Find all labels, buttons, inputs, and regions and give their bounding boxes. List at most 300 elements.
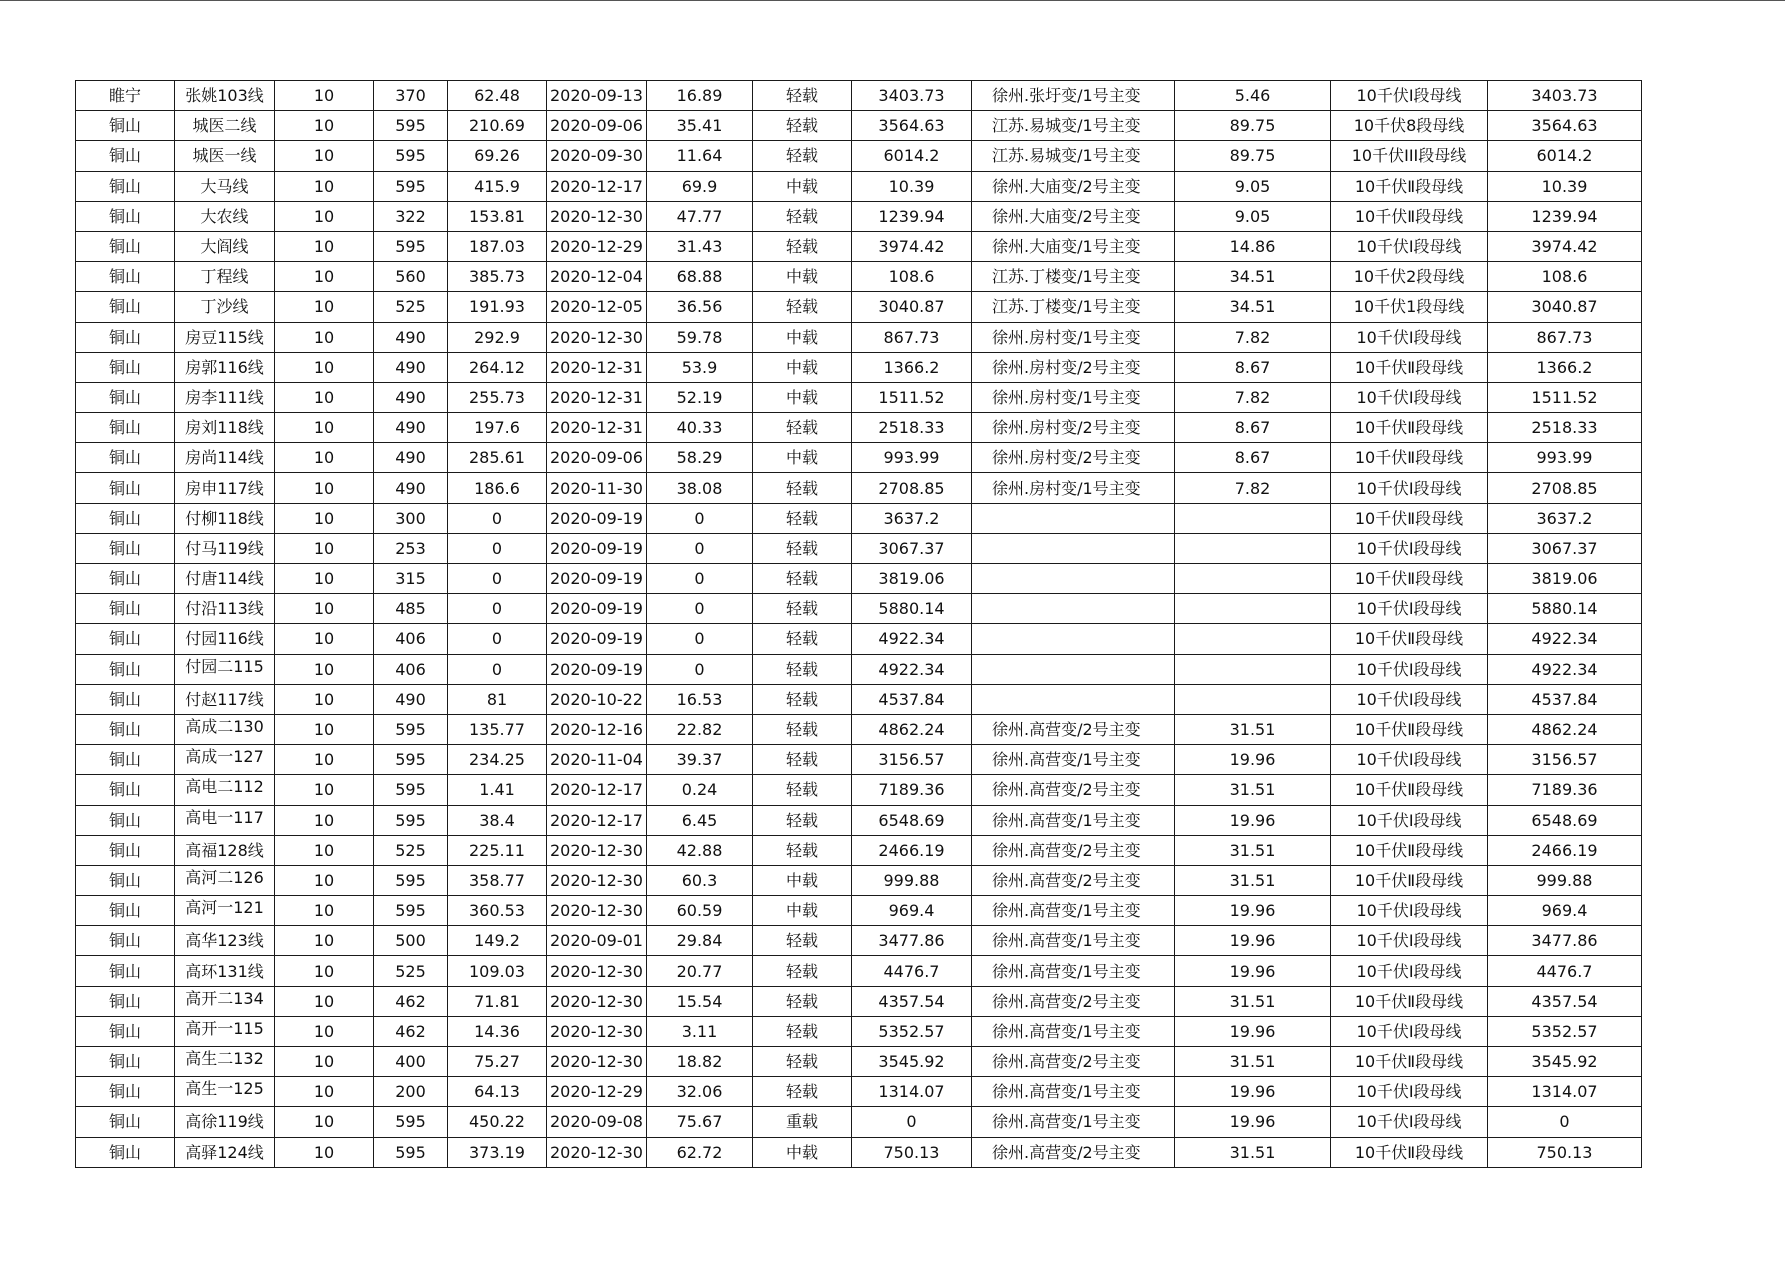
- page-top-border: [0, 0, 1785, 1]
- cell-available-capacity: 999.88: [852, 865, 972, 895]
- cell-rated-capacity: 595: [374, 896, 448, 926]
- cell-max-date: 2020-09-19: [547, 503, 647, 533]
- cell-area: 铜山: [76, 322, 175, 352]
- cell-transformer-load-rate: [1175, 654, 1331, 684]
- cell-max-current: 64.13: [448, 1077, 547, 1107]
- cell-available-capacity: 3156.57: [852, 745, 972, 775]
- cell-max-date: 2020-09-06: [547, 111, 647, 141]
- cell-rated-capacity: 490: [374, 322, 448, 352]
- cell-load-rate: 0: [647, 533, 753, 563]
- cell-bus-available-capacity: 7189.36: [1488, 775, 1642, 805]
- cell-voltage-kv: 10: [275, 594, 374, 624]
- cell-area: 铜山: [76, 564, 175, 594]
- cell-line-name: 高开二134: [175, 986, 275, 1016]
- cell-max-current: 75.27: [448, 1047, 547, 1077]
- cell-transformer-load-rate: 31.51: [1175, 986, 1331, 1016]
- table-row: [76, 835, 1642, 865]
- cell-area: 铜山: [76, 382, 175, 412]
- cell-line-name: 高河一121: [175, 896, 275, 926]
- cell-line-name: 高生二132: [175, 1047, 275, 1077]
- table-row: [76, 624, 1642, 654]
- cell-rated-capacity: 485: [374, 594, 448, 624]
- cell-transformer-load-rate: [1175, 564, 1331, 594]
- cell-bus-section: 10千伏Ⅱ段母线: [1331, 865, 1488, 895]
- cell-bus-available-capacity: 993.99: [1488, 443, 1642, 473]
- cell-line-name: 付园二115: [175, 654, 275, 684]
- cell-max-date: 2020-12-30: [547, 896, 647, 926]
- cell-substation-transformer: 徐州.高营变/2号主变: [972, 1047, 1175, 1077]
- cell-substation-transformer: 徐州.高营变/1号主变: [972, 896, 1175, 926]
- cell-max-current: 71.81: [448, 986, 547, 1016]
- cell-max-date: 2020-09-01: [547, 926, 647, 956]
- cell-load-rate: 69.9: [647, 171, 753, 201]
- cell-max-date: 2020-09-13: [547, 81, 647, 111]
- cell-line-name: 高环131线: [175, 956, 275, 986]
- cell-bus-available-capacity: 3545.92: [1488, 1047, 1642, 1077]
- table-row: [76, 1016, 1642, 1046]
- cell-max-current: 149.2: [448, 926, 547, 956]
- cell-max-current: 191.93: [448, 292, 547, 322]
- cell-area: 铜山: [76, 111, 175, 141]
- cell-substation-transformer: 徐州.高营变/2号主变: [972, 865, 1175, 895]
- cell-area: 铜山: [76, 443, 175, 473]
- cell-bus-available-capacity: 4922.34: [1488, 624, 1642, 654]
- cell-voltage-kv: 10: [275, 352, 374, 382]
- cell-load-status: 轻载: [753, 775, 852, 805]
- cell-area: 睢宁: [76, 81, 175, 111]
- cell-voltage-kv: 10: [275, 443, 374, 473]
- cell-bus-available-capacity: 4357.54: [1488, 986, 1642, 1016]
- cell-area: 铜山: [76, 594, 175, 624]
- cell-load-rate: 53.9: [647, 352, 753, 382]
- cell-line-name: 高福128线: [175, 835, 275, 865]
- cell-load-status: 中载: [753, 322, 852, 352]
- cell-voltage-kv: 10: [275, 956, 374, 986]
- cell-max-date: 2020-12-31: [547, 413, 647, 443]
- cell-load-status: 轻载: [753, 594, 852, 624]
- cell-bus-section: 10千伏III段母线: [1331, 141, 1488, 171]
- table-row: [76, 352, 1642, 382]
- cell-line-name: 高生一125: [175, 1077, 275, 1107]
- cell-max-current: 234.25: [448, 745, 547, 775]
- cell-area: 铜山: [76, 624, 175, 654]
- cell-substation-transformer: [972, 503, 1175, 533]
- cell-available-capacity: 6014.2: [852, 141, 972, 171]
- cell-bus-section: 10千伏Ⅰ段母线: [1331, 1077, 1488, 1107]
- cell-load-status: 轻载: [753, 111, 852, 141]
- cell-load-status: 轻载: [753, 684, 852, 714]
- table-row: [76, 1107, 1642, 1137]
- cell-available-capacity: 1314.07: [852, 1077, 972, 1107]
- cell-transformer-load-rate: [1175, 624, 1331, 654]
- cell-bus-section: 10千伏Ⅰ段母线: [1331, 805, 1488, 835]
- cell-load-rate: 75.67: [647, 1107, 753, 1137]
- cell-substation-transformer: 徐州.高营变/1号主变: [972, 1016, 1175, 1046]
- cell-transformer-load-rate: 7.82: [1175, 473, 1331, 503]
- cell-bus-available-capacity: 0: [1488, 1107, 1642, 1137]
- table-row: [76, 201, 1642, 231]
- cell-line-name: 房郭116线: [175, 352, 275, 382]
- cell-substation-transformer: 徐州.高营变/1号主变: [972, 1077, 1175, 1107]
- cell-bus-section: 10千伏Ⅰ段母线: [1331, 473, 1488, 503]
- cell-max-date: 2020-12-17: [547, 805, 647, 835]
- cell-available-capacity: 3040.87: [852, 292, 972, 322]
- cell-transformer-load-rate: [1175, 684, 1331, 714]
- cell-load-rate: 0: [647, 503, 753, 533]
- cell-area: 铜山: [76, 986, 175, 1016]
- cell-load-rate: 16.89: [647, 81, 753, 111]
- cell-bus-section: 10千伏Ⅱ段母线: [1331, 443, 1488, 473]
- cell-max-current: 0: [448, 533, 547, 563]
- cell-transformer-load-rate: 31.51: [1175, 714, 1331, 744]
- cell-voltage-kv: 10: [275, 322, 374, 352]
- cell-line-name: 高徐119线: [175, 1107, 275, 1137]
- cell-area: 铜山: [76, 262, 175, 292]
- cell-transformer-load-rate: [1175, 533, 1331, 563]
- cell-voltage-kv: 10: [275, 835, 374, 865]
- cell-area: 铜山: [76, 835, 175, 865]
- cell-bus-available-capacity: 4476.7: [1488, 956, 1642, 986]
- cell-substation-transformer: 徐州.房村变/2号主变: [972, 352, 1175, 382]
- cell-rated-capacity: 595: [374, 865, 448, 895]
- cell-bus-section: 10千伏Ⅰ段母线: [1331, 231, 1488, 261]
- cell-max-current: 135.77: [448, 714, 547, 744]
- cell-max-date: 2020-09-08: [547, 1107, 647, 1137]
- table-row: [76, 714, 1642, 744]
- cell-rated-capacity: 490: [374, 473, 448, 503]
- cell-bus-available-capacity: 1366.2: [1488, 352, 1642, 382]
- cell-load-rate: 0: [647, 564, 753, 594]
- cell-transformer-load-rate: [1175, 503, 1331, 533]
- cell-available-capacity: 7189.36: [852, 775, 972, 805]
- cell-area: 铜山: [76, 805, 175, 835]
- cell-bus-available-capacity: 5880.14: [1488, 594, 1642, 624]
- cell-line-name: 房尚114线: [175, 443, 275, 473]
- cell-load-rate: 6.45: [647, 805, 753, 835]
- cell-available-capacity: 6548.69: [852, 805, 972, 835]
- cell-available-capacity: 3067.37: [852, 533, 972, 563]
- cell-max-current: 81: [448, 684, 547, 714]
- cell-load-status: 中载: [753, 443, 852, 473]
- cell-substation-transformer: 徐州.高营变/1号主变: [972, 1107, 1175, 1137]
- cell-max-date: 2020-12-30: [547, 865, 647, 895]
- cell-bus-available-capacity: 3040.87: [1488, 292, 1642, 322]
- cell-bus-section: 10千伏Ⅰ段母线: [1331, 956, 1488, 986]
- cell-available-capacity: 3974.42: [852, 231, 972, 261]
- cell-rated-capacity: 595: [374, 111, 448, 141]
- cell-max-date: 2020-12-05: [547, 292, 647, 322]
- cell-transformer-load-rate: 31.51: [1175, 1047, 1331, 1077]
- cell-max-date: 2020-12-30: [547, 201, 647, 231]
- cell-line-name: 房刘118线: [175, 413, 275, 443]
- cell-load-status: 轻载: [753, 745, 852, 775]
- cell-transformer-load-rate: 19.96: [1175, 1077, 1331, 1107]
- cell-bus-available-capacity: 10.39: [1488, 171, 1642, 201]
- cell-rated-capacity: 253: [374, 533, 448, 563]
- table-row: [76, 292, 1642, 322]
- cell-voltage-kv: 10: [275, 111, 374, 141]
- cell-transformer-load-rate: 9.05: [1175, 201, 1331, 231]
- table-row: [76, 231, 1642, 261]
- cell-transformer-load-rate: 8.67: [1175, 413, 1331, 443]
- table-row: [76, 382, 1642, 412]
- cell-max-date: 2020-12-30: [547, 1047, 647, 1077]
- cell-load-rate: 35.41: [647, 111, 753, 141]
- cell-line-name: 房豆115线: [175, 322, 275, 352]
- cell-load-status: 轻载: [753, 1077, 852, 1107]
- cell-max-date: 2020-12-30: [547, 1137, 647, 1167]
- cell-max-date: 2020-12-30: [547, 835, 647, 865]
- cell-load-rate: 15.54: [647, 986, 753, 1016]
- cell-bus-section: 10千伏Ⅰ段母线: [1331, 322, 1488, 352]
- cell-max-date: 2020-09-19: [547, 533, 647, 563]
- cell-substation-transformer: 徐州.房村变/1号主变: [972, 322, 1175, 352]
- cell-line-name: 付赵117线: [175, 684, 275, 714]
- cell-load-rate: 31.43: [647, 231, 753, 261]
- cell-available-capacity: 2466.19: [852, 835, 972, 865]
- cell-transformer-load-rate: 34.51: [1175, 292, 1331, 322]
- table-row: [76, 926, 1642, 956]
- cell-substation-transformer: 徐州.张圩变/1号主变: [972, 81, 1175, 111]
- cell-area: 铜山: [76, 1137, 175, 1167]
- cell-rated-capacity: 525: [374, 292, 448, 322]
- cell-load-status: 轻载: [753, 141, 852, 171]
- cell-voltage-kv: 10: [275, 171, 374, 201]
- table-row: [76, 1077, 1642, 1107]
- cell-area: 铜山: [76, 1077, 175, 1107]
- cell-transformer-load-rate: 19.96: [1175, 745, 1331, 775]
- cell-load-status: 轻载: [753, 473, 852, 503]
- cell-bus-available-capacity: 1239.94: [1488, 201, 1642, 231]
- cell-load-status: 轻载: [753, 1047, 852, 1077]
- cell-transformer-load-rate: 7.82: [1175, 382, 1331, 412]
- cell-available-capacity: 4922.34: [852, 624, 972, 654]
- cell-transformer-load-rate: 19.96: [1175, 805, 1331, 835]
- cell-max-date: 2020-09-19: [547, 564, 647, 594]
- cell-line-name: 丁沙线: [175, 292, 275, 322]
- cell-available-capacity: 3545.92: [852, 1047, 972, 1077]
- cell-bus-available-capacity: 4922.34: [1488, 654, 1642, 684]
- cell-transformer-load-rate: [1175, 594, 1331, 624]
- cell-max-current: 197.6: [448, 413, 547, 443]
- cell-load-status: 轻载: [753, 1016, 852, 1046]
- cell-rated-capacity: 595: [374, 805, 448, 835]
- cell-bus-section: 10千伏Ⅰ段母线: [1331, 745, 1488, 775]
- cell-area: 铜山: [76, 292, 175, 322]
- cell-substation-transformer: 徐州.大庙变/1号主变: [972, 231, 1175, 261]
- cell-substation-transformer: 徐州.高营变/2号主变: [972, 1137, 1175, 1167]
- cell-max-current: 225.11: [448, 835, 547, 865]
- cell-transformer-load-rate: 31.51: [1175, 1137, 1331, 1167]
- cell-substation-transformer: 徐州.高营变/2号主变: [972, 835, 1175, 865]
- cell-area: 铜山: [76, 1107, 175, 1137]
- cell-transformer-load-rate: 8.67: [1175, 352, 1331, 382]
- cell-rated-capacity: 490: [374, 443, 448, 473]
- cell-max-current: 109.03: [448, 956, 547, 986]
- cell-load-status: 轻载: [753, 413, 852, 443]
- cell-load-rate: 22.82: [647, 714, 753, 744]
- cell-substation-transformer: [972, 654, 1175, 684]
- cell-bus-available-capacity: 1511.52: [1488, 382, 1642, 412]
- table-row: [76, 503, 1642, 533]
- cell-line-name: 大马线: [175, 171, 275, 201]
- cell-load-status: 中载: [753, 865, 852, 895]
- cell-bus-available-capacity: 6548.69: [1488, 805, 1642, 835]
- cell-rated-capacity: 500: [374, 926, 448, 956]
- cell-max-date: 2020-12-30: [547, 986, 647, 1016]
- table-row: [76, 473, 1642, 503]
- cell-load-status: 中载: [753, 171, 852, 201]
- cell-max-current: 187.03: [448, 231, 547, 261]
- cell-max-date: 2020-09-06: [547, 443, 647, 473]
- cell-max-date: 2020-12-17: [547, 171, 647, 201]
- cell-voltage-kv: 10: [275, 413, 374, 443]
- cell-substation-transformer: 徐州.大庙变/2号主变: [972, 171, 1175, 201]
- cell-rated-capacity: 322: [374, 201, 448, 231]
- cell-rated-capacity: 370: [374, 81, 448, 111]
- cell-max-current: 264.12: [448, 352, 547, 382]
- cell-voltage-kv: 10: [275, 1107, 374, 1137]
- cell-bus-available-capacity: 1314.07: [1488, 1077, 1642, 1107]
- cell-bus-section: 10千伏Ⅱ段母线: [1331, 714, 1488, 744]
- cell-area: 铜山: [76, 1016, 175, 1046]
- cell-load-rate: 39.37: [647, 745, 753, 775]
- cell-line-name: 高驿124线: [175, 1137, 275, 1167]
- cell-rated-capacity: 300: [374, 503, 448, 533]
- cell-area: 铜山: [76, 654, 175, 684]
- cell-bus-available-capacity: 2708.85: [1488, 473, 1642, 503]
- cell-load-rate: 52.19: [647, 382, 753, 412]
- cell-rated-capacity: 490: [374, 382, 448, 412]
- cell-substation-transformer: 江苏.易城变/1号主变: [972, 141, 1175, 171]
- cell-available-capacity: 4862.24: [852, 714, 972, 744]
- cell-bus-section: 10千伏Ⅰ段母线: [1331, 533, 1488, 563]
- cell-rated-capacity: 595: [374, 171, 448, 201]
- cell-load-rate: 0: [647, 654, 753, 684]
- cell-bus-section: 10千伏Ⅰ段母线: [1331, 654, 1488, 684]
- cell-available-capacity: 3637.2: [852, 503, 972, 533]
- cell-voltage-kv: 10: [275, 624, 374, 654]
- cell-rated-capacity: 595: [374, 1107, 448, 1137]
- cell-max-date: 2020-12-29: [547, 1077, 647, 1107]
- cell-voltage-kv: 10: [275, 865, 374, 895]
- cell-max-current: 0: [448, 594, 547, 624]
- cell-load-rate: 32.06: [647, 1077, 753, 1107]
- cell-max-current: 292.9: [448, 322, 547, 352]
- cell-line-name: 丁程线: [175, 262, 275, 292]
- cell-transformer-load-rate: 19.96: [1175, 1016, 1331, 1046]
- cell-bus-available-capacity: 4862.24: [1488, 714, 1642, 744]
- cell-max-current: 62.48: [448, 81, 547, 111]
- cell-voltage-kv: 10: [275, 1137, 374, 1167]
- cell-max-current: 0: [448, 564, 547, 594]
- cell-rated-capacity: 490: [374, 352, 448, 382]
- cell-max-date: 2020-09-19: [547, 594, 647, 624]
- cell-bus-section: 10千伏Ⅱ段母线: [1331, 201, 1488, 231]
- cell-rated-capacity: 406: [374, 624, 448, 654]
- cell-load-rate: 58.29: [647, 443, 753, 473]
- table-row: [76, 775, 1642, 805]
- cell-line-name: 高电二112: [175, 775, 275, 805]
- cell-load-status: 轻载: [753, 926, 852, 956]
- cell-load-status: 轻载: [753, 956, 852, 986]
- table-row: [76, 443, 1642, 473]
- cell-voltage-kv: 10: [275, 141, 374, 171]
- cell-transformer-load-rate: 31.51: [1175, 835, 1331, 865]
- cell-voltage-kv: 10: [275, 201, 374, 231]
- cell-max-current: 0: [448, 503, 547, 533]
- cell-bus-available-capacity: 2466.19: [1488, 835, 1642, 865]
- cell-rated-capacity: 595: [374, 1137, 448, 1167]
- cell-substation-transformer: 徐州.高营变/1号主变: [972, 926, 1175, 956]
- cell-line-name: 高成二130: [175, 714, 275, 744]
- cell-bus-available-capacity: 2518.33: [1488, 413, 1642, 443]
- cell-bus-section: 10千伏Ⅰ段母线: [1331, 896, 1488, 926]
- cell-max-current: 415.9: [448, 171, 547, 201]
- cell-area: 铜山: [76, 231, 175, 261]
- cell-substation-transformer: 徐州.大庙变/2号主变: [972, 201, 1175, 231]
- cell-bus-section: 10千伏Ⅱ段母线: [1331, 624, 1488, 654]
- cell-line-name: 高华123线: [175, 926, 275, 956]
- cell-available-capacity: 2708.85: [852, 473, 972, 503]
- cell-line-name: 高电一117: [175, 805, 275, 835]
- cell-bus-section: 10千伏8段母线: [1331, 111, 1488, 141]
- cell-rated-capacity: 200: [374, 1077, 448, 1107]
- cell-rated-capacity: 400: [374, 1047, 448, 1077]
- cell-available-capacity: 993.99: [852, 443, 972, 473]
- cell-substation-transformer: 徐州.房村变/2号主变: [972, 413, 1175, 443]
- cell-area: 铜山: [76, 865, 175, 895]
- table-row: [76, 322, 1642, 352]
- cell-line-name: 付园116线: [175, 624, 275, 654]
- cell-substation-transformer: 江苏.丁楼变/1号主变: [972, 262, 1175, 292]
- cell-line-name: 付唐114线: [175, 564, 275, 594]
- cell-voltage-kv: 10: [275, 503, 374, 533]
- cell-max-date: 2020-12-31: [547, 382, 647, 412]
- cell-load-rate: 29.84: [647, 926, 753, 956]
- cell-voltage-kv: 10: [275, 533, 374, 563]
- cell-bus-section: 10千伏Ⅰ段母线: [1331, 1016, 1488, 1046]
- cell-load-status: 轻载: [753, 564, 852, 594]
- cell-load-status: 轻载: [753, 986, 852, 1016]
- cell-voltage-kv: 10: [275, 292, 374, 322]
- cell-bus-available-capacity: 3477.86: [1488, 926, 1642, 956]
- cell-available-capacity: 4357.54: [852, 986, 972, 1016]
- cell-area: 铜山: [76, 171, 175, 201]
- cell-rated-capacity: 490: [374, 413, 448, 443]
- cell-load-rate: 68.88: [647, 262, 753, 292]
- cell-max-current: 373.19: [448, 1137, 547, 1167]
- cell-area: 铜山: [76, 413, 175, 443]
- table-row: [76, 141, 1642, 171]
- cell-rated-capacity: 560: [374, 262, 448, 292]
- cell-substation-transformer: 徐州.房村变/1号主变: [972, 473, 1175, 503]
- cell-area: 铜山: [76, 141, 175, 171]
- cell-line-name: 高开一115: [175, 1016, 275, 1046]
- cell-bus-section: 10千伏2段母线: [1331, 262, 1488, 292]
- cell-substation-transformer: [972, 624, 1175, 654]
- cell-load-rate: 62.72: [647, 1137, 753, 1167]
- cell-bus-available-capacity: 999.88: [1488, 865, 1642, 895]
- cell-max-current: 385.73: [448, 262, 547, 292]
- cell-substation-transformer: 徐州.房村变/1号主变: [972, 382, 1175, 412]
- cell-max-current: 1.41: [448, 775, 547, 805]
- cell-voltage-kv: 10: [275, 805, 374, 835]
- cell-rated-capacity: 595: [374, 745, 448, 775]
- cell-load-status: 轻载: [753, 292, 852, 322]
- cell-bus-section: 10千伏Ⅱ段母线: [1331, 1047, 1488, 1077]
- cell-line-name: 付马119线: [175, 533, 275, 563]
